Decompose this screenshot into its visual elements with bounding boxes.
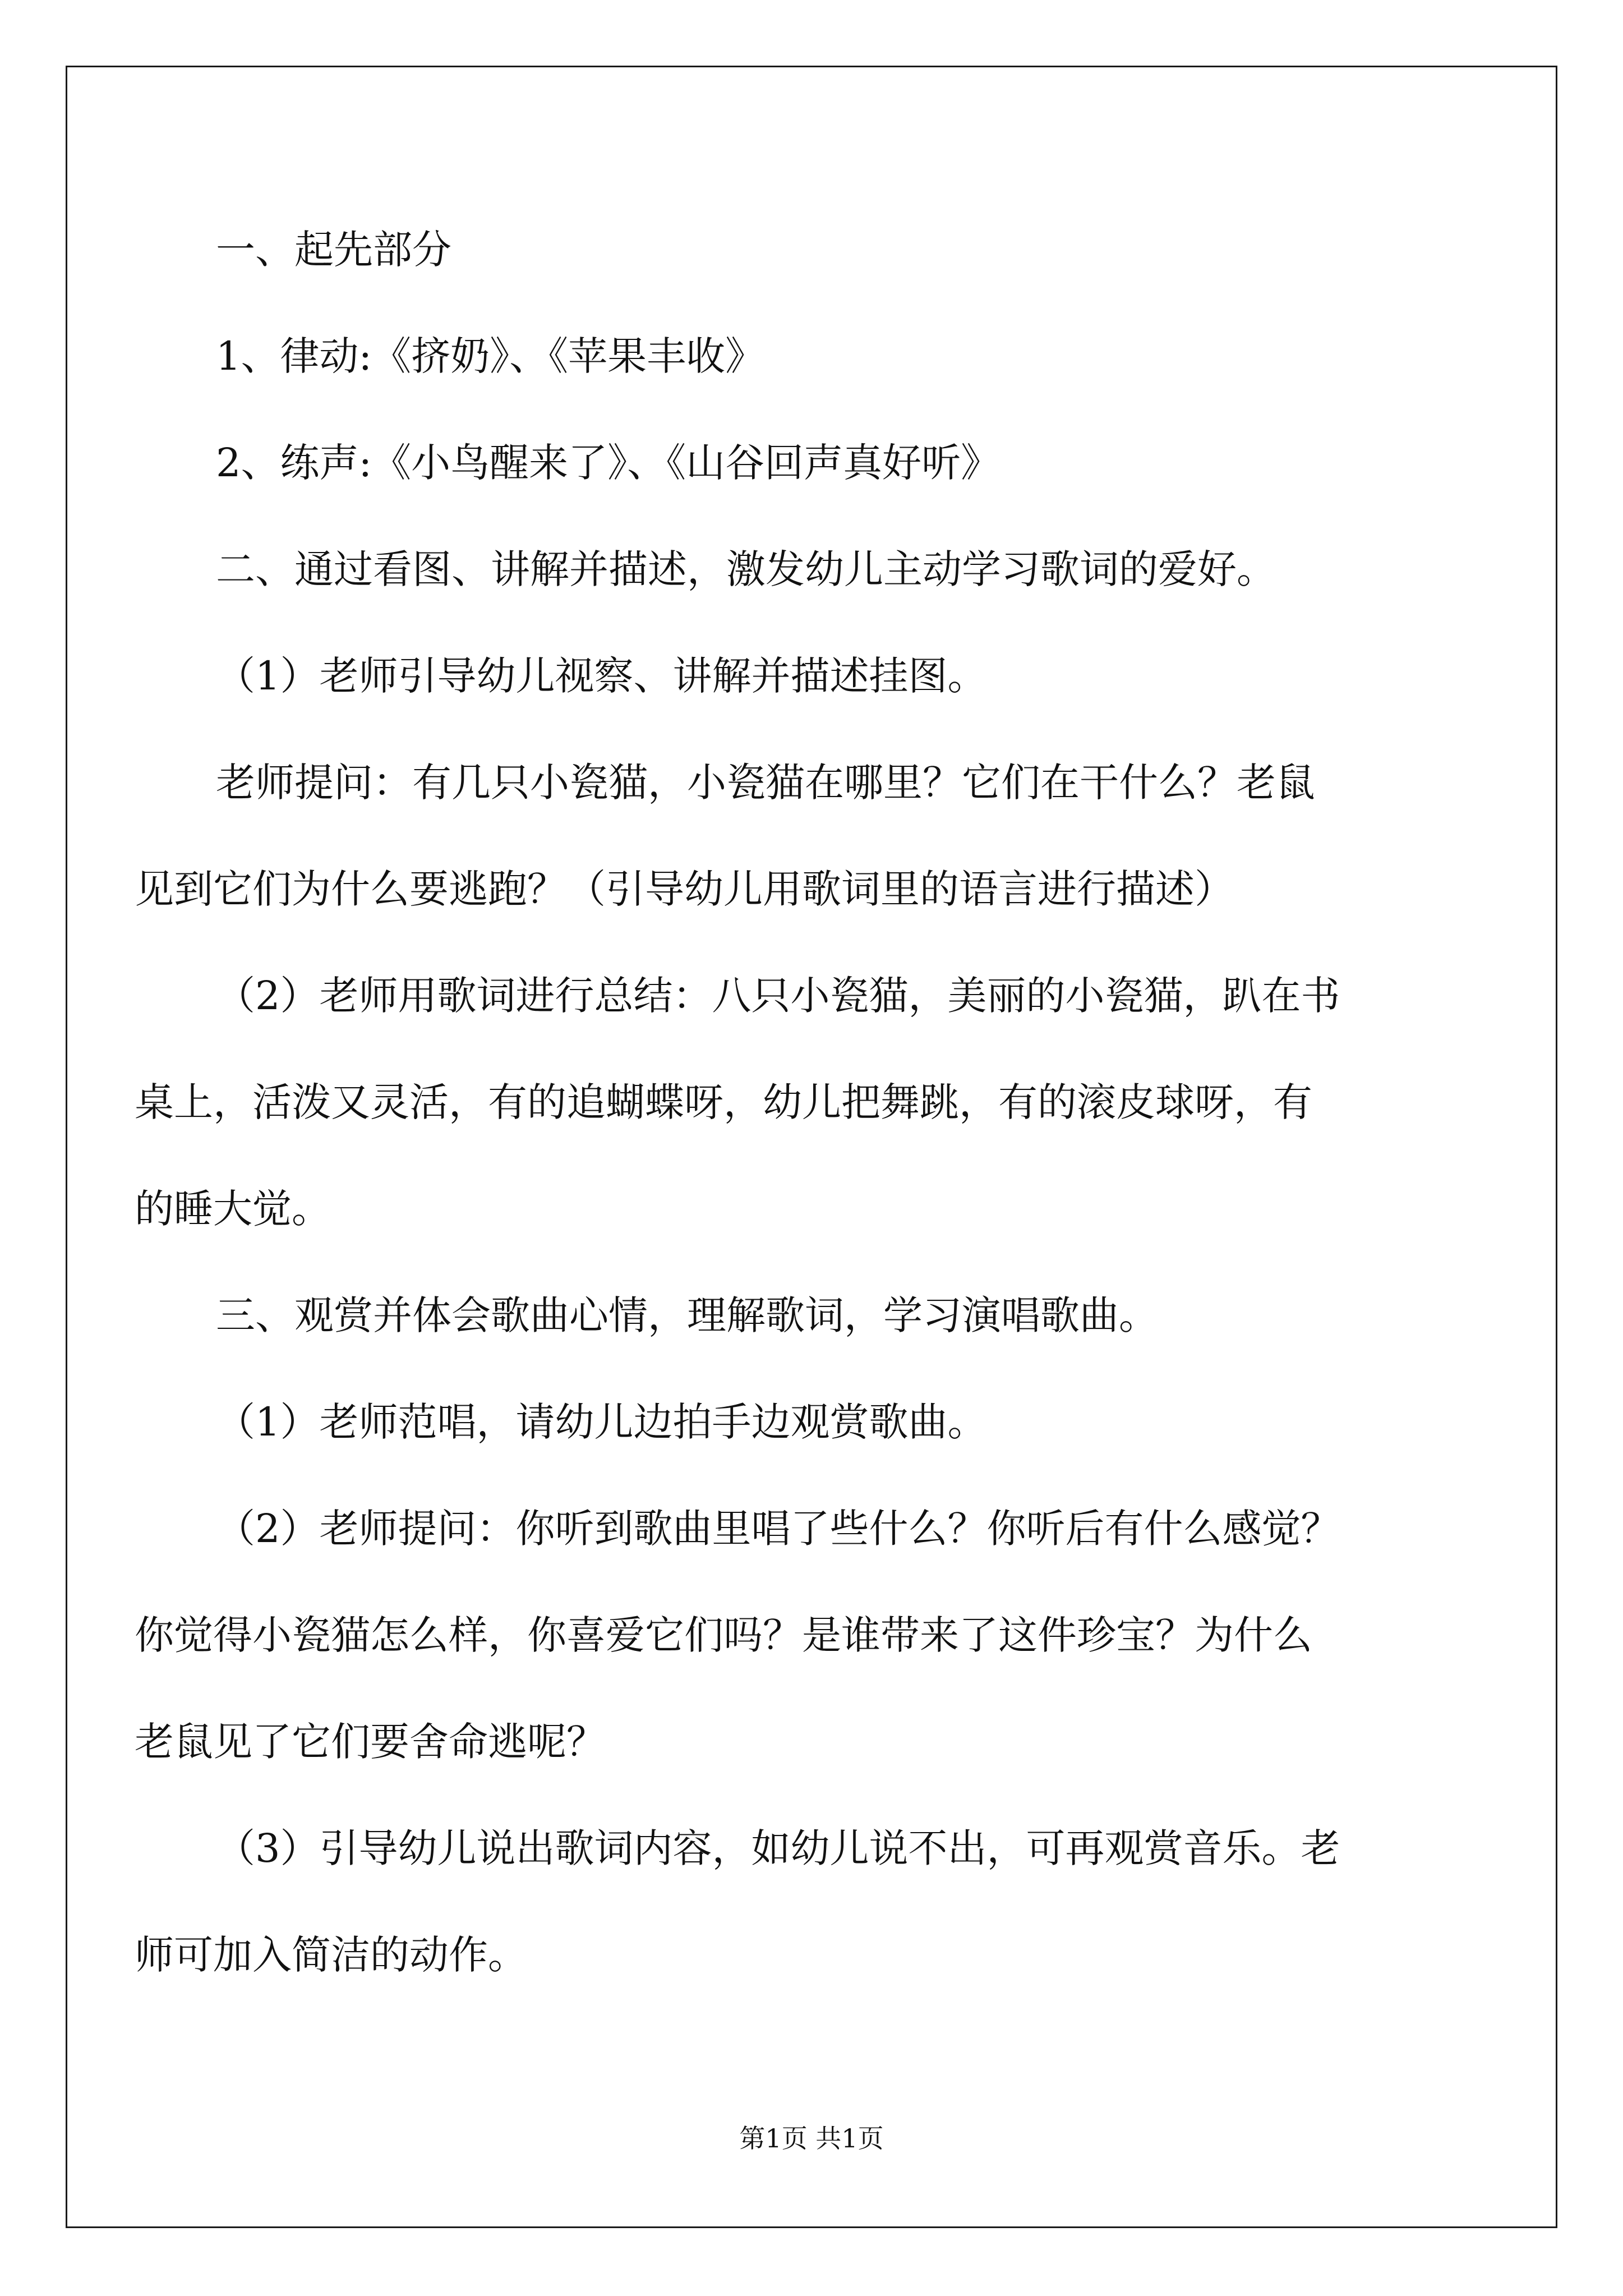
paragraph-vocal-practice: 2、练声:《小鸟醒来了》、《山谷回声真好听》 [216,440,1000,486]
page-border [66,66,1557,2228]
paragraph-teacher-question-line-2: 见到它们为什么要逃跑？（引导幼儿用歌词里的语言进行描述） [135,866,1234,912]
paragraph-lyrics-line-2: 师可加入简洁的动作。 [135,1932,527,1978]
paragraph-summary-line-1: （2）老师用歌词进行总结：八只小瓷猫，美丽的小瓷猫，趴在书 [216,973,1340,1019]
paragraph-rhythm: 1、律动:《挤奶》、《苹果丰收》 [216,333,765,379]
paragraph-summary-line-3: 的睡大觉。 [135,1186,331,1232]
section-heading-appreciate: 三、观赏并体会歌曲心情，理解歌词，学习演唱歌曲。 [216,1292,1158,1338]
paragraph-question-line-2: 你觉得小瓷猫怎么样，你喜爱它们吗？是谁带来了这件珍宝？为什么 [135,1612,1312,1658]
paragraph-question-line-3: 老鼠见了它们要舍命逃呢？ [135,1719,606,1765]
paragraph-step-1: （1）老师引导幼儿视察、讲解并描述挂图。 [216,653,987,699]
paragraph-teacher-question-line-1: 老师提问：有几只小瓷猫，小瓷猫在哪里？它们在干什么？老鼠 [216,760,1315,806]
paragraph-summary-line-2: 桌上，活泼又灵活，有的追蝴蝶呀，幼儿把舞跳，有的滚皮球呀，有 [135,1079,1312,1125]
section-heading-start: 一、起先部分 [216,227,451,273]
paragraph-model-singing: （1）老师范唱，请幼儿边拍手边观赏歌曲。 [216,1399,987,1445]
paragraph-lyrics-line-1: （3）引导幼儿说出歌词内容，如幼儿说不出，可再观赏音乐。老 [216,1825,1340,1871]
paragraph-question-line-1: （2）老师提问：你听到歌曲里唱了些什么？你听后有什么感觉？ [216,1506,1340,1552]
section-heading-picture: 二、通过看图、讲解并描述，激发幼儿主动学习歌词的爱好。 [216,546,1276,592]
page-number-footer: 第1页 共1页 [739,2123,884,2154]
